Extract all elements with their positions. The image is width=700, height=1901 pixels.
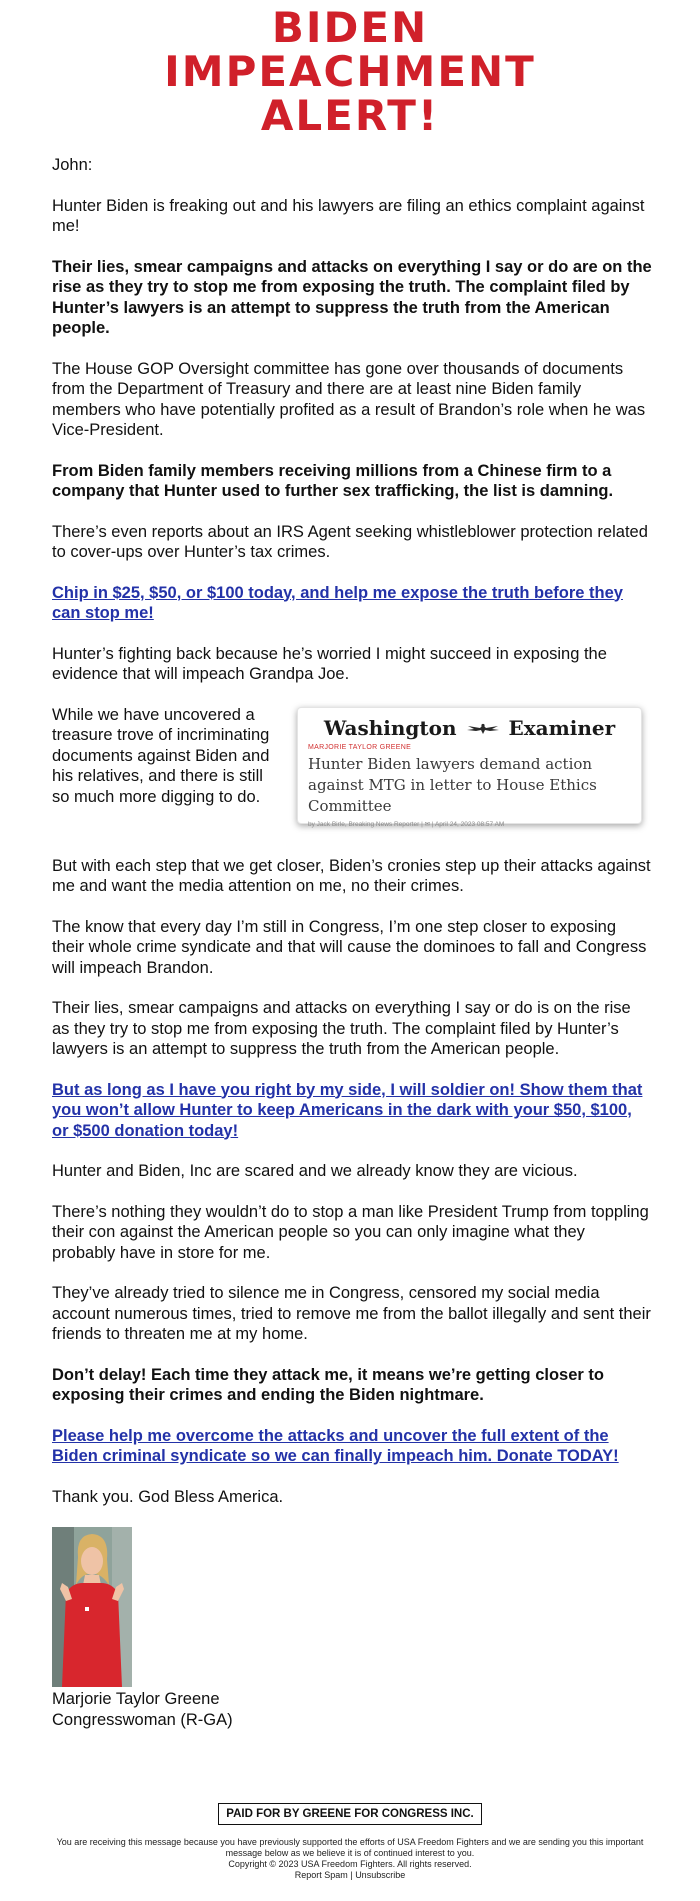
signature-name: Marjorie Taylor Greene [52,1690,220,1708]
signature-block [52,1689,652,1730]
paragraph-2-bold: Their lies, smear campaigns and attacks on everything I say or do are on the rise as they try to stop me from exposing the truth. The complaint filed by Hunter’s lawyers is an attempt to suppress the truth from the American people. [52,257,652,337]
paragraph-10: Their lies, smear campaigns and attacks on everything I say or do is on the rise as they try to stop me from exposing the truth. The complaint filed by Hunter’s lawyers is an attempt to suppress the truth from the American people. [52,999,631,1058]
article-kicker: MARJORIE TAYLOR GREENE [308,743,412,751]
paragraph-3: The House GOP Oversight committee has gone over thousands of documents from the Department of Treasury and there are at least nine Biden family members who have potentially profited as a result of Brandon’s role when he was Vice-President. [52,359,646,439]
article-byline: by Jack Birle, Breaking News Reporter | ✉ | April 24, 2023 08:57 AM [308,820,505,828]
eagle-icon [466,723,500,735]
donate-link-2[interactable]: But as long as I have you right by my side, I will soldier on! Show them that you won’t allow Hunter to keep Americans in the dark with your $50, $100, or $500 donation today! [52,1080,643,1140]
article-masthead [308,716,631,740]
unsubscribe-link[interactable]: Unsubscribe [355,1870,406,1880]
article-screenshot[interactable] [297,707,642,828]
article-section [52,705,652,836]
footer-copyright: Copyright © 2023 USA Freedom Fighters. All rights reserved. [228,1859,472,1869]
signature-title: Congresswoman (R-GA) [52,1710,233,1729]
paragraph-9: The know that every day I’m still in Congress, I’m one step closer to exposing their whole crime syndicate and that will cause the dominoes to fall and Congress will impeach Brandon. [52,917,647,977]
headline [0,0,700,138]
footer-separator: | [350,1870,353,1880]
paragraph-13: They’ve already tried to silence me in Congress, censored my social media account numerous times, tried to remove me from the ballot illegally and sent their friends to threaten me at my home. [52,1284,651,1343]
paragraph-7: While we have uncovered a treasure trove of incriminating documents against Biden and his relatives, and there is still so much more digging to do. [52,705,270,806]
masthead-right: Examiner [508,715,616,740]
paragraph-1: Hunter Biden is freaking out and his lawyers are filing an ethics complaint against me! [52,196,645,235]
report-spam-link[interactable]: Report Spam [294,1870,348,1880]
masthead-left: Washington [323,715,457,740]
footer-links [50,1870,650,1881]
signature-photo [52,1527,132,1687]
closing-line: Thank you. God Bless America. [52,1487,284,1506]
paragraph-8: But with each step that we get closer, Biden’s cronies step up their attacks against me and want the media attention on me, no their crimes. [52,856,651,895]
paragraph-5: There’s even reports about an IRS Agent seeking whistleblower protection related to cover-ups over Hunter’s tax crimes. [52,522,648,561]
paragraph-6: Hunter’s fighting back because he’s worried I might succeed in exposing the evidence that will impeach Grandpa Joe. [52,644,607,683]
greeting: John: [52,156,93,174]
email-body [52,155,652,1730]
paragraph-12: There’s nothing they wouldn’t do to stop a man like President Trump from toppling their con against the American people so you can only imagine what they probably have in store for me. [52,1202,649,1262]
headline-line-1: BIDEN [271,3,429,52]
paragraph-4-bold: From Biden family members receiving millions from a Chinese firm to a company that Hunter used to further sex trafficking, the list is damning. [52,461,614,500]
footer [0,1802,700,1881]
paragraph-11: Hunter and Biden, Inc are scared and we already know they are vicious. [52,1162,578,1180]
donate-link-3[interactable]: Please help me overcome the attacks and uncover the full extent of the Biden criminal syndicate so we can finally impeach him. Donate TODAY! [52,1426,619,1465]
headline-line-3: ALERT! [260,91,440,140]
footer-notice: You are receiving this message because you have previously supported the efforts of USA Freedom Fighters and we are sending you this important message below as we believe it is of continued interest to you. [56,1837,644,1858]
paragraph-14-bold: Don’t delay! Each time they attack me, it means we’re getting closer to exposing their crimes and ending the Biden nightmare. [52,1365,604,1404]
article-title: Hunter Biden lawyers demand action against MTG in letter to House Ethics Committee [308,754,597,815]
donate-link-1[interactable]: Chip in $25, $50, or $100 today, and help me expose the truth before they can stop me! [52,583,623,622]
headline-line-2: IMPEACHMENT [164,47,536,96]
paid-for-disclaimer: PAID FOR BY GREENE FOR CONGRESS INC. [218,1803,482,1825]
